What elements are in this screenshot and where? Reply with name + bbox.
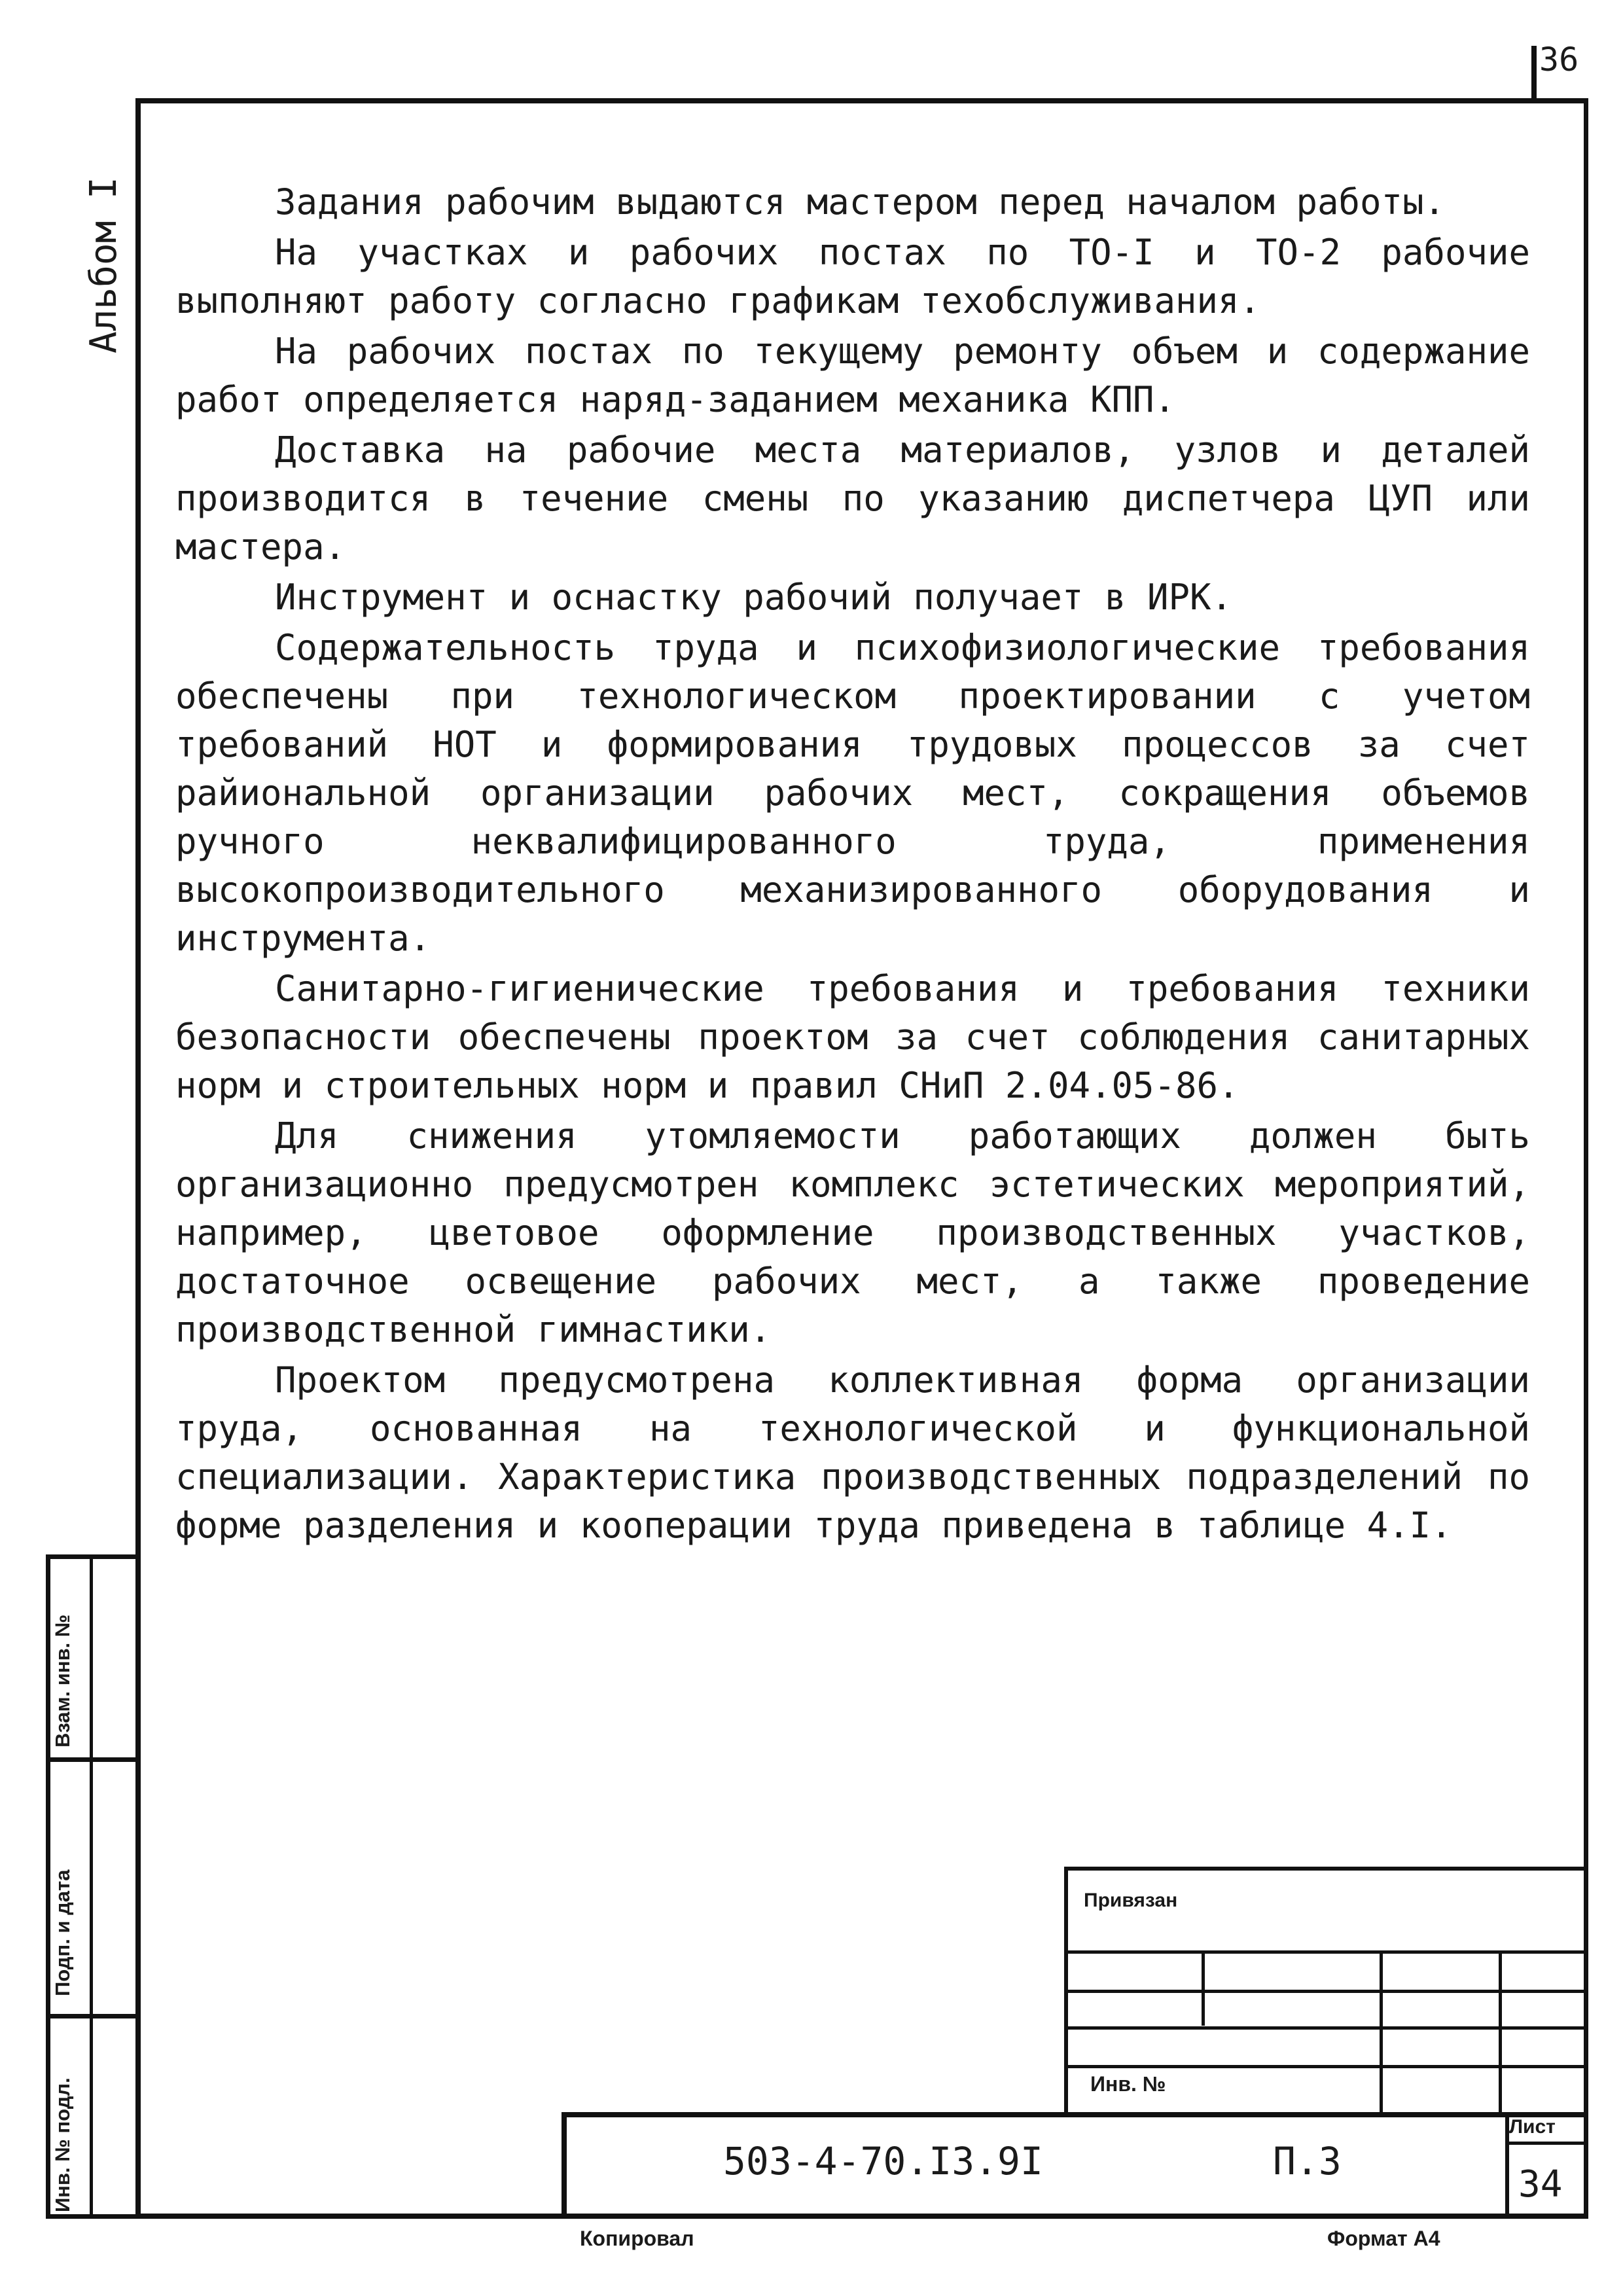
attachment-row-divider <box>1064 1950 1588 1954</box>
attachment-column-divider <box>1499 1950 1502 2112</box>
main-stamp <box>562 2112 1588 2219</box>
body-paragraph: Содержательность труда и психофизиологические требования обеспечены при технологическом проектировании с учетом требований НОТ и формирования трудовых процессов за счет райиональной организации рабочих мест, сокращения объемов ручного неквалифицированного труда, применения высокопроизводительного механизированного оборудования и инструмента. <box>175 627 1530 959</box>
body-paragraph: Доставка на рабочие места материалов, узлов и деталей производится в течение смены по указанию диспетчера ЦУП или мастера. <box>175 429 1530 567</box>
body-paragraph: Инструмент и оснастку рабочий получает в ИРК. <box>275 577 1232 618</box>
signature-date-label: Подп. и дата <box>51 1869 74 1996</box>
album-label: Альбом I <box>82 177 125 353</box>
body-paragraph: Санитарно-гигиенические требования и требования техники безопасности обеспечены проектом за счет соблюдения санитарных норм и строительных норм и правил СНиП 2.04.05-86. <box>175 968 1530 1106</box>
body-paragraph: Задания рабочим выдаются мастером перед началом работы. <box>275 181 1446 223</box>
attachment-row-divider <box>1064 2026 1588 2030</box>
side-stamp-row-divider <box>50 1757 135 1762</box>
attachment-row-divider <box>1064 1990 1588 1993</box>
replacement-inventory-label: Взам. инв. № <box>51 1614 74 1748</box>
inventory-number-label: Инв. № <box>1090 2072 1166 2096</box>
attachment-row-divider <box>1064 2065 1588 2068</box>
sheet-label: Лист <box>1509 2116 1556 2138</box>
body-paragraph: На участках и рабочих постах по ТО-I и ТО-2 рабочие выполняют работу согласно графикам техобслуживания. <box>175 232 1530 321</box>
section-code: П.3 <box>1273 2139 1342 2183</box>
document-code: 503-4-70.I3.9I <box>723 2139 1043 2183</box>
side-stamp-column-divider <box>90 1559 93 2214</box>
sheet-number: 34 <box>1518 2163 1563 2206</box>
sheet-cell-divider <box>1505 2142 1588 2145</box>
original-inventory-label: Инв. № подл. <box>51 2077 74 2212</box>
document-body <box>175 178 1530 1552</box>
body-paragraph: Для снижения утомляемости работающих должен быть организационно предусмотрен комплекс эстетических мероприятий, например, цветовое оформление производственных участков, достаточное освещение рабочих мест, а также проведение производственной гимнастики. <box>175 1115 1530 1350</box>
page-number: 36 <box>1539 41 1579 79</box>
attached-label: Привязан <box>1084 1890 1178 1911</box>
body-paragraph: Проектом предусмотрена коллективная форма организации труда, основанная на технологической и функциональной специализации. Характеристика производственных подразделений по форме разделения и кооперации труда приведена в таблице 4.I. <box>175 1359 1530 1546</box>
copied-by-label: Копировал <box>580 2227 694 2250</box>
attachment-column-divider <box>1202 1950 1205 2026</box>
body-paragraph: На рабочих постах по текущему ремонту объем и содержание работ определяется наряд-заданием механика КПП. <box>175 331 1530 420</box>
corner-mark <box>1531 46 1537 99</box>
side-stamp-row-divider <box>50 2014 135 2018</box>
format-label: Формат А4 <box>1327 2227 1440 2250</box>
attachment-column-divider <box>1380 1950 1383 2112</box>
